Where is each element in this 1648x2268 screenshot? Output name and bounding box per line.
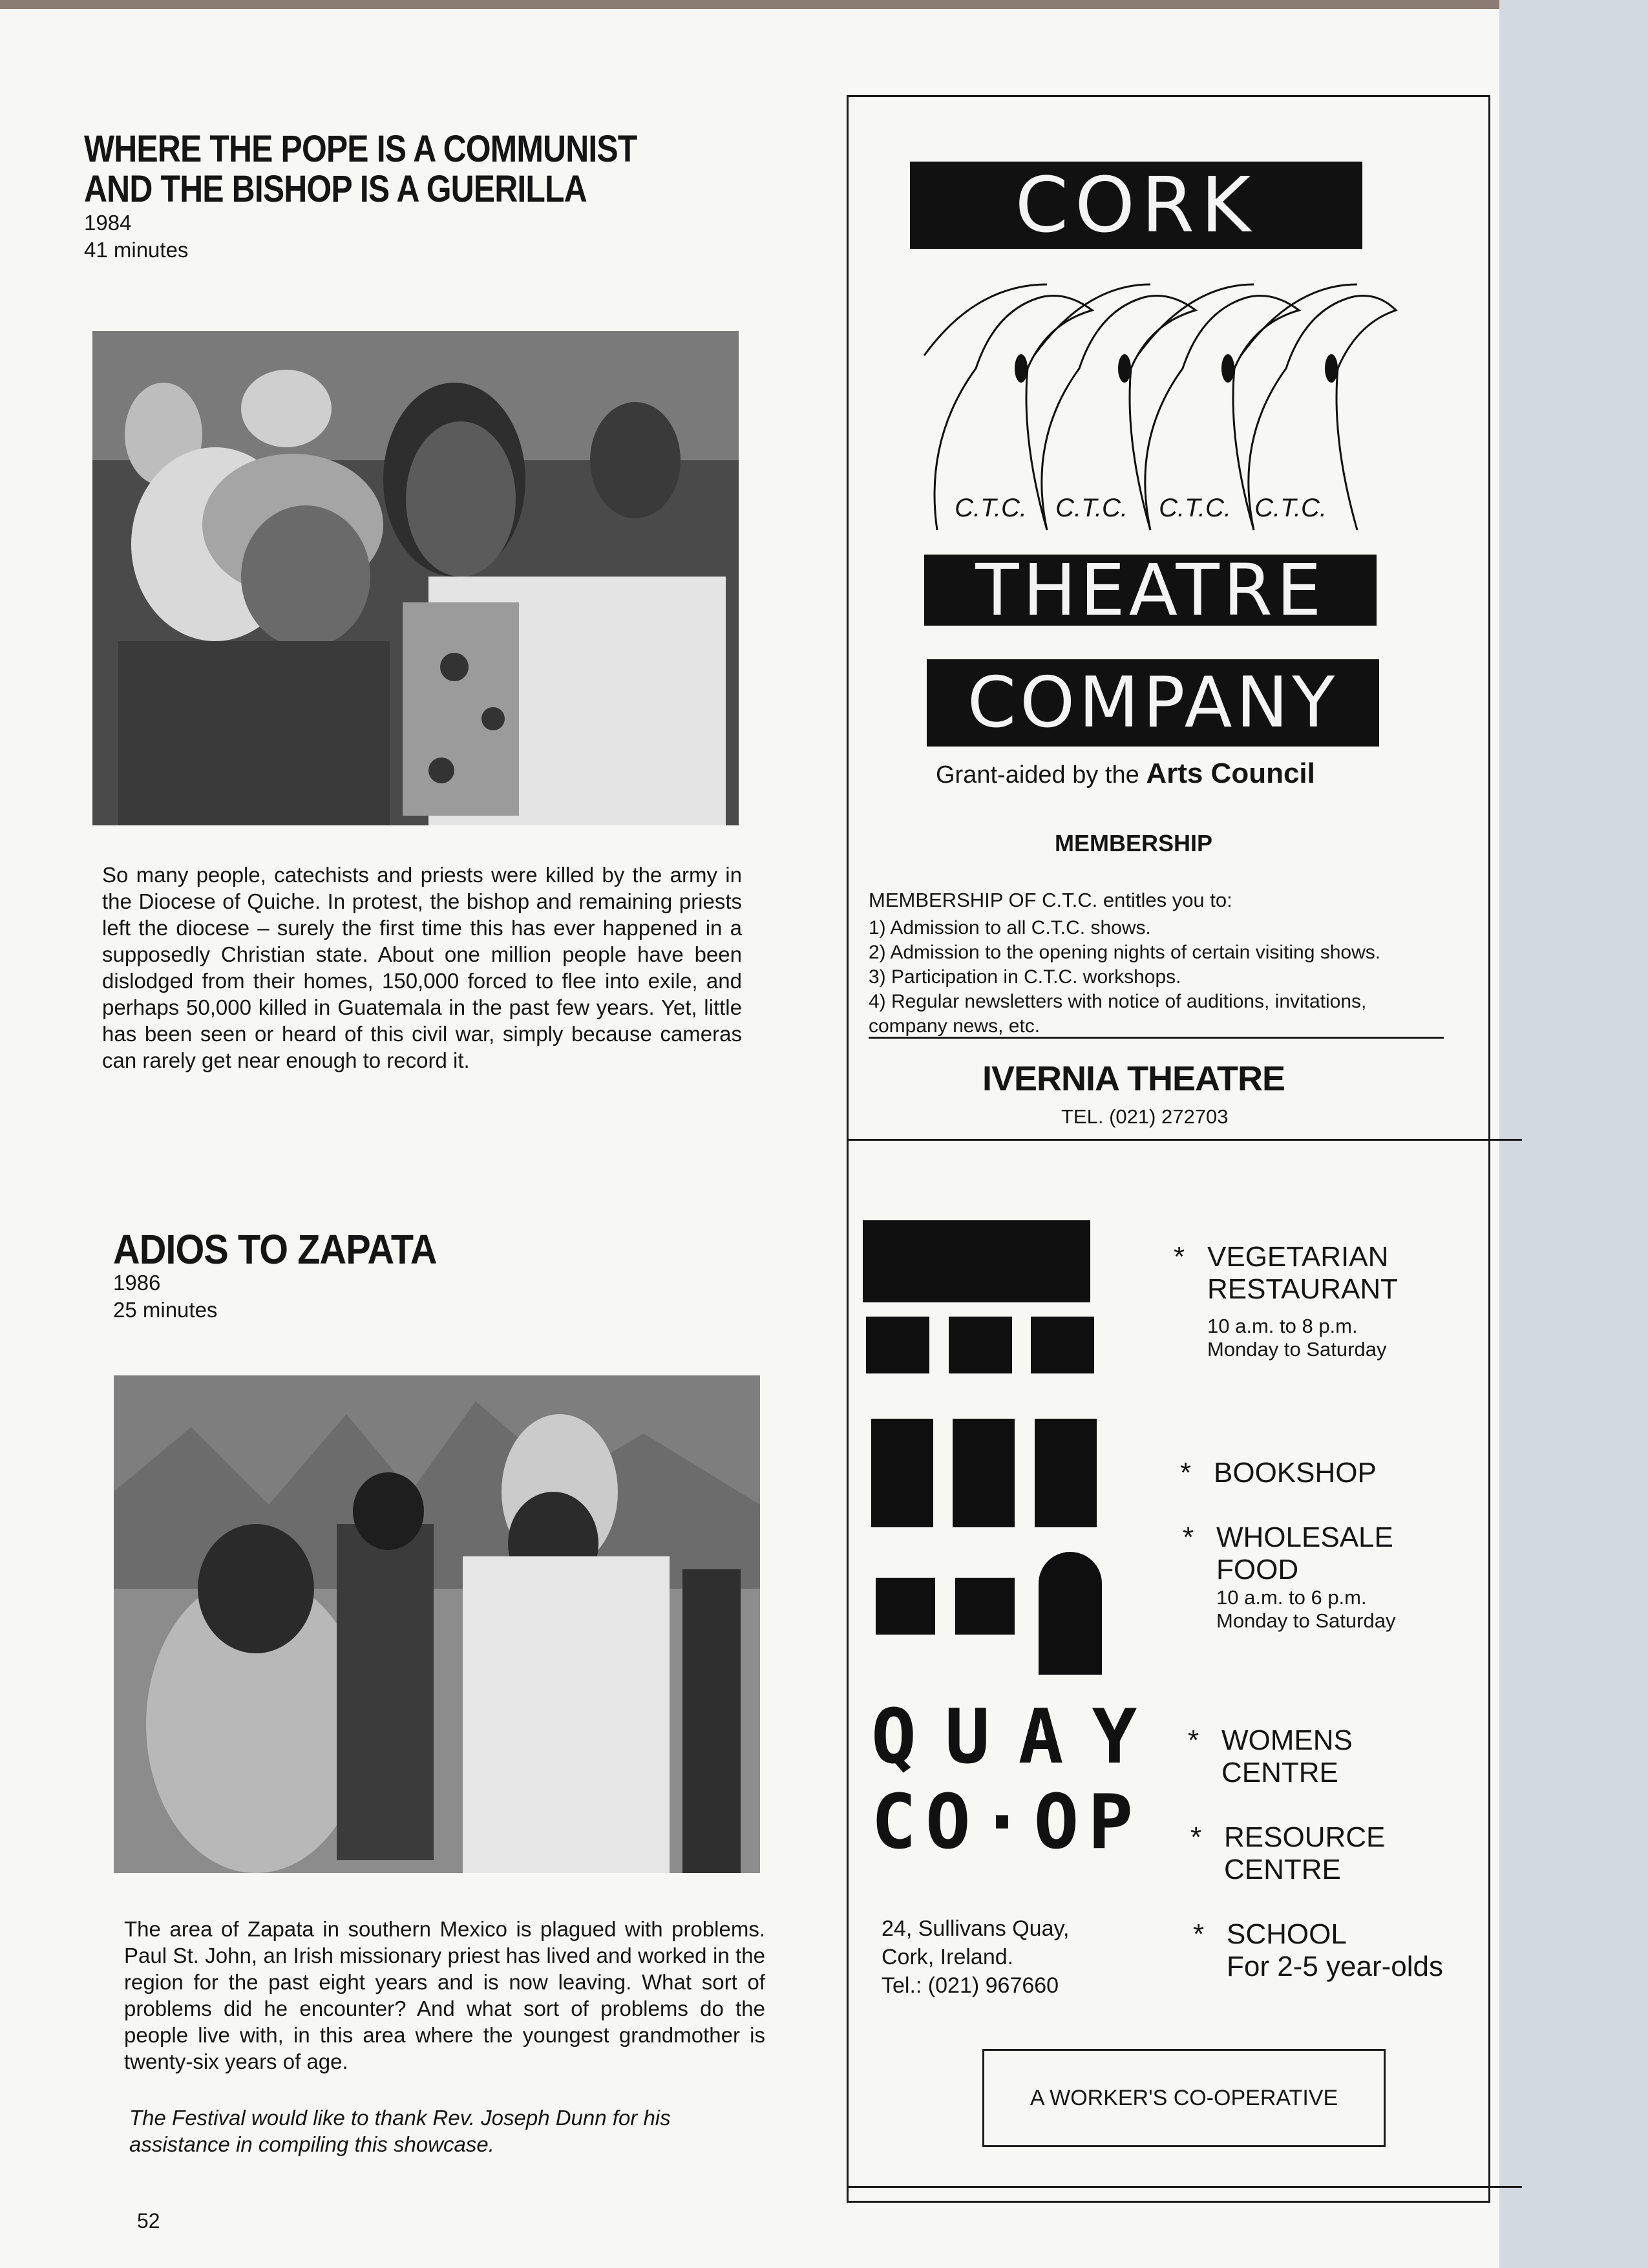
- ctc-badge-1: C.T.C.: [955, 494, 1027, 522]
- article-2-thanks: The Festival would like to thank Rev. Joseph Dunn for his assistance in compiling this showcase.: [129, 2106, 671, 2156]
- address-line: 24, Sullivans Quay,: [882, 1916, 1070, 1941]
- ctc-logo-theatre: THEATRE: [924, 555, 1377, 626]
- bottom-rule: [847, 2186, 1522, 2188]
- service-resource-centre: [1190, 1821, 1385, 1886]
- building-door: [1039, 1552, 1102, 1675]
- service-bullet: *: [1180, 1457, 1192, 1489]
- grant-line: [936, 758, 1315, 790]
- benefit-item: 1) Admission to all C.T.C. shows.: [869, 917, 1151, 938]
- membership-benefits: [869, 916, 1380, 1039]
- service-bookshop: [1180, 1457, 1377, 1489]
- article-2-duration: 25 minutes: [113, 1298, 218, 1322]
- service-school: [1193, 1918, 1443, 1983]
- building-window: [876, 1578, 935, 1635]
- service-bullet: *: [1188, 1724, 1199, 1756]
- top-rule: [0, 0, 1499, 9]
- service-bullet: *: [1174, 1241, 1185, 1273]
- benefit-item: 3) Participation in C.T.C. workshops.: [869, 966, 1181, 988]
- ctc-badge-3: C.T.C.: [1159, 494, 1231, 522]
- service-title: RESTAURANT: [1207, 1273, 1398, 1305]
- article-2-body: The area of Zapata in southern Mexico is plagued with problems. Paul St. John, an Irish missionary priest has lived and worked in the region for the past eight years and is now leaving. What sort of problems did he encounter? And what sort of problems do the people live with, in this area where the youngest grandmother is twenty-six years of age.: [124, 1917, 765, 2073]
- article-1-title-line1: WHERE THE POPE IS A COMMUNIST: [84, 128, 637, 170]
- service-bullet: *: [1190, 1821, 1202, 1853]
- ctc-badge-2: C.T.C.: [1055, 494, 1128, 522]
- grant-arts-council: Arts Council: [1146, 758, 1315, 789]
- service-bullet: *: [1193, 1918, 1205, 1950]
- service-bullet: *: [1183, 1521, 1194, 1553]
- service-womens-centre: [1188, 1724, 1353, 1789]
- building-window: [949, 1317, 1012, 1373]
- article-1-title-line2: AND THE BISHOP IS A GUERILLA: [84, 168, 587, 210]
- service-hours: 10 a.m. to 6 p.m.: [1216, 1586, 1367, 1609]
- service-title: CENTRE: [1224, 1854, 1341, 1885]
- article-1-year: 1984: [84, 211, 132, 235]
- service-hours: 10 a.m. to 8 p.m.: [1207, 1315, 1358, 1337]
- mother-and-child-photo: [92, 331, 739, 825]
- service-title: BOOKSHOP: [1214, 1457, 1377, 1489]
- missionary-photo: [114, 1375, 760, 1873]
- membership-rule: [869, 1037, 1444, 1039]
- benefit-item-continued: company news, etc.: [869, 1015, 1041, 1037]
- building-window: [955, 1578, 1015, 1635]
- service-title: FOOD: [1216, 1554, 1299, 1585]
- service-title: For 2-5 year-olds: [1227, 1951, 1444, 1982]
- article-2-header: [113, 1226, 811, 1324]
- service-title: SCHOOL: [1227, 1918, 1347, 1950]
- service-days: Monday to Saturday: [1216, 1609, 1396, 1632]
- workers-cooperative-box: [982, 2049, 1386, 2147]
- page-number: 52: [137, 2209, 160, 2232]
- article-2-title: ADIOS TO ZAPATA: [113, 1226, 437, 1273]
- venue-tel: TEL. (021) 272703: [1061, 1105, 1229, 1128]
- building-window: [866, 1317, 929, 1373]
- service-vegetarian-restaurant: [1174, 1241, 1398, 1361]
- article-2-year: 1986: [113, 1271, 161, 1295]
- service-wholesale-food: [1183, 1521, 1395, 1633]
- service-title: RESOURCE: [1224, 1821, 1386, 1853]
- article-2-photo: [114, 1375, 760, 1873]
- grant-prefix: Grant-aided by the: [936, 761, 1146, 789]
- article-1-duration: 41 minutes: [84, 238, 189, 262]
- membership-heading: MEMBERSHIP: [1055, 830, 1213, 856]
- benefit-item: 2) Admission to the opening nights of certain visiting shows.: [869, 942, 1381, 963]
- quay-name-line2: CO·OP: [871, 1779, 1143, 1866]
- membership-intro: MEMBERSHIP OF C.T.C. entitles you to:: [869, 889, 1232, 911]
- ad-divider: [847, 1139, 1522, 1141]
- service-title: WHOLESALE: [1216, 1521, 1393, 1553]
- ctc-logo-company: COMPANY: [927, 659, 1379, 747]
- page-edge: [1499, 0, 1648, 2268]
- building-window: [953, 1419, 1015, 1527]
- service-title: WOMENS: [1221, 1724, 1353, 1756]
- address-line: Tel.: (021) 967660: [882, 1973, 1059, 1998]
- building-window: [871, 1419, 933, 1527]
- service-title: CENTRE: [1221, 1757, 1338, 1788]
- benefit-item: 4) Regular newsletters with notice of auditions, invitations,: [869, 991, 1367, 1012]
- ctc-badge-4: C.T.C.: [1254, 494, 1327, 522]
- building-window: [1035, 1419, 1097, 1527]
- quay-address: [882, 1914, 1069, 2000]
- workers-cooperative-label: A WORKER'S CO-OPERATIVE: [1030, 2085, 1338, 2110]
- article-1-body: So many people, catechists and priests were killed by the army in the Diocese of Quiche. In protest, the bishop and remaining priests left the diocese – surely the first time this has ever happened in a supposedly Christian state. About one million people have been dislodged from their homes, 150,000 forced to flee into exile, and perhaps 50,000 killed in Guatemala in the past few years. Yet, little has been seen or heard of this civil war, simply because cameras can rarely get near enough to record it.: [102, 863, 742, 1072]
- article-1-photo: [92, 331, 739, 825]
- address-line: Cork, Ireland.: [882, 1945, 1014, 1969]
- service-days: Monday to Saturday: [1207, 1338, 1387, 1361]
- quay-name-line1: QUAY: [871, 1693, 1166, 1781]
- building-window: [1031, 1317, 1094, 1373]
- article-1-header: [84, 129, 782, 264]
- venue-name: IVERNIA THEATRE: [982, 1059, 1285, 1098]
- ctc-logo-cork: CORK: [910, 162, 1362, 249]
- service-title: VEGETARIAN: [1207, 1241, 1389, 1273]
- building-roof-block: [863, 1220, 1090, 1302]
